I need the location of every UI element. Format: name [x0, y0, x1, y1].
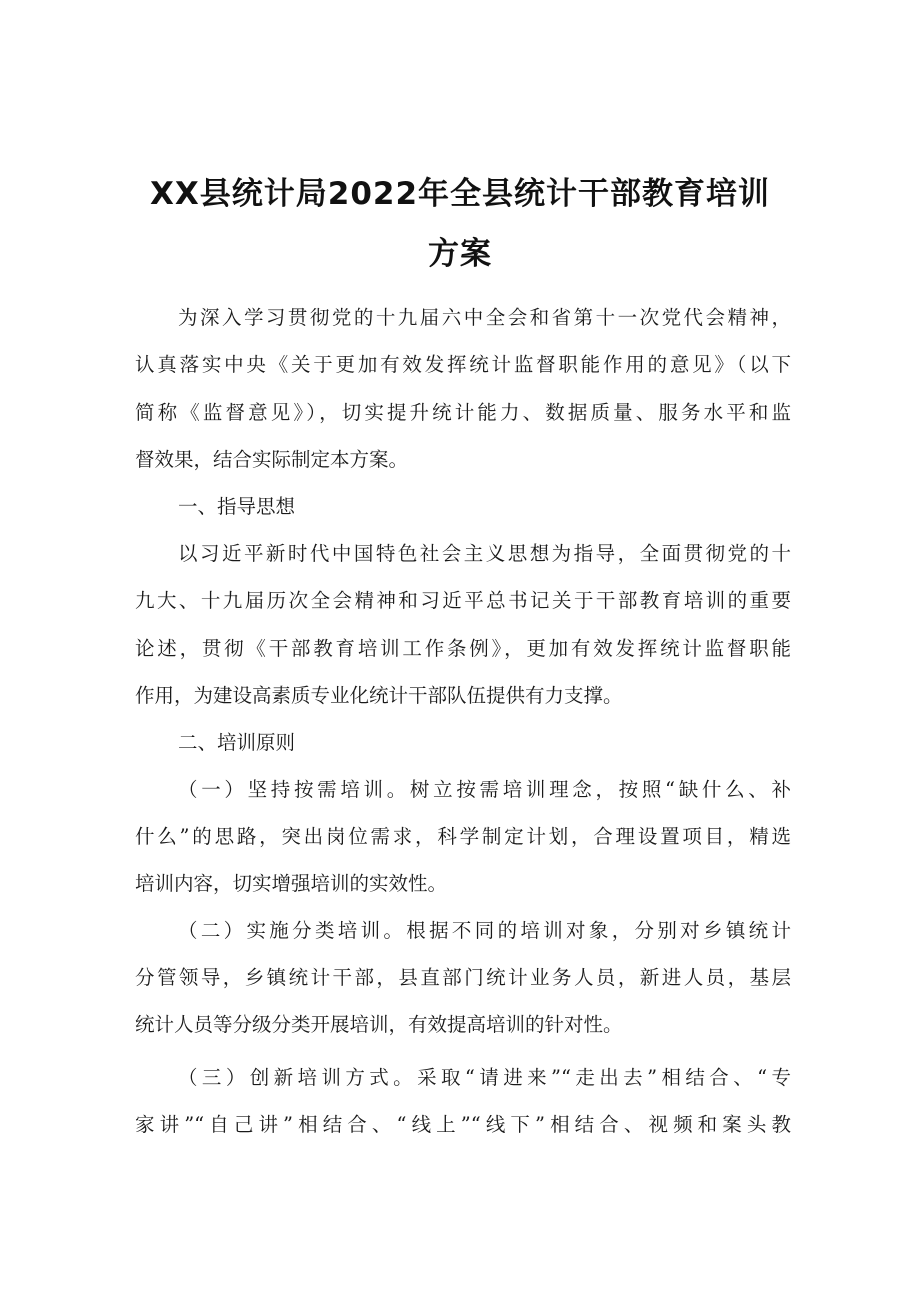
section-heading-guiding-ideology: 一、指导思想	[178, 495, 296, 518]
principle1-line-3: 培训内容，切实增强培训的实效性。	[135, 872, 448, 895]
intro-line-3: 简称《监督意见》），切实提升统计能力、数据质量、服务水平和监	[135, 401, 791, 424]
principle3-line-2: 家讲”“自己讲”相结合、“线上”“线下”相结合、视频和案头教	[135, 1113, 791, 1136]
intro-line-2: 认真落实中央《关于更加有效发挥统计监督职能作用的意见》（以下	[135, 353, 791, 376]
principle1-line-2: 什么”的思路，突出岗位需求，科学制定计划，合理设置项目，精选	[135, 825, 791, 848]
principle2-line-3: 统计人员等分级分类开展培训，有效提高培训的针对性。	[135, 1013, 623, 1036]
principle3-line-1: （三）创新培训方式。采取“请进来”“走出去”相结合、“专	[178, 1066, 791, 1089]
document-title: XX县统计局2022年全县统计干部教育培训	[149, 176, 771, 212]
intro-line-1: 为深入学习贯彻党的十九届六中全会和省第十一次党代会精神，	[178, 306, 791, 329]
section1-line-3: 论述，贯彻《干部教育培训工作条例》，更加有效发挥统计监督职能	[135, 637, 791, 660]
principle2-line-1: （二）实施分类培训。根据不同的培训对象，分别对乡镇统计	[178, 919, 791, 942]
section1-line-1: 以习近平新时代中国特色社会主义思想为指导，全面贯彻党的十	[178, 542, 791, 565]
principle2-line-2: 分管领导，乡镇统计干部，县直部门统计业务人员，新进人员，基层	[135, 966, 791, 989]
section-heading-training-principles: 二、培训原则	[178, 731, 296, 754]
document-title-continued: 方案	[428, 236, 492, 272]
section1-line-2: 九大、十九届历次全会精神和习近平总书记关于干部教育培训的重要	[135, 589, 791, 612]
principle1-line-1: （一）坚持按需培训。树立按需培训理念，按照“缺什么、补	[178, 778, 791, 801]
intro-line-4: 督效果，结合实际制定本方案。	[135, 448, 409, 471]
section1-line-4: 作用，为建设高素质专业化统计干部队伍提供有力支撑。	[135, 684, 623, 707]
